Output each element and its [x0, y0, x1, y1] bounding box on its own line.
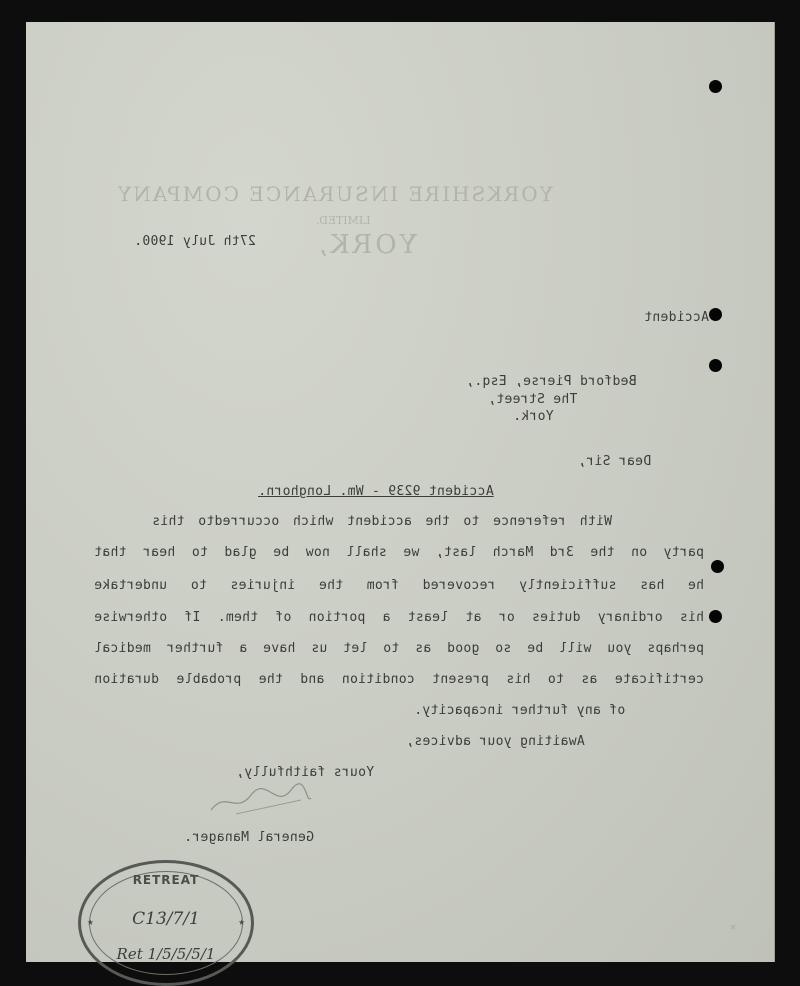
star-icon: ★: [87, 915, 94, 928]
signature-mark: [206, 780, 316, 820]
stamp-return-date: Ret 1/5/5/5/1: [116, 945, 216, 963]
subject-line: Accident 9239 - Wm. Longhorn.: [258, 484, 494, 499]
body-line: of any further incapacity.: [414, 703, 626, 718]
letter-sheet: [26, 22, 775, 962]
letterhead-city: YORK,: [316, 230, 417, 260]
punch-hole: [709, 610, 722, 623]
body-line: party on the 3rd March last, we shall now be glad to hear that: [94, 545, 704, 560]
body-line: perhaps you will be so good as to let us have a further medical: [94, 641, 704, 656]
closing-yours: Yours faithfully,: [236, 765, 375, 780]
addressee-name: Bedford Pierse, Esq.,: [466, 374, 637, 389]
addressee-town: York.: [513, 409, 554, 424]
body-line: his ordinary duties or at least a portion of them. If otherwise: [94, 610, 704, 625]
stamp-reference: C13/7/1: [132, 909, 200, 929]
letter-date: 27th July 1900.: [134, 234, 256, 249]
retreat-stamp: [78, 860, 254, 986]
addressee-street: The Street,: [488, 392, 578, 407]
body-line: he has sufficiently recovered from the injuries to undertake: [94, 578, 704, 593]
punch-hole: [709, 359, 722, 372]
reference-label: Accident: [644, 310, 710, 325]
salutation: Dear Sir,: [578, 454, 652, 469]
punch-hole: [709, 308, 722, 321]
signature-title: General Manager.: [184, 830, 315, 845]
punch-hole: [709, 80, 722, 93]
closing-awaiting: Awaiting your advices,: [406, 734, 585, 749]
star-icon: ★: [238, 915, 245, 928]
letterhead-company: YORKSHIRE INSURANCE COMPANY: [116, 182, 553, 206]
letterhead-limited: LIMITED.: [316, 214, 371, 227]
corner-mark: ✕: [730, 922, 737, 933]
stamp-title: RETREAT: [132, 873, 200, 887]
body-line: certificate as to his present condition and the probable duration: [94, 672, 704, 687]
body-line: With reference to the accident which occurredto this: [152, 514, 612, 529]
punch-hole: [711, 560, 724, 573]
